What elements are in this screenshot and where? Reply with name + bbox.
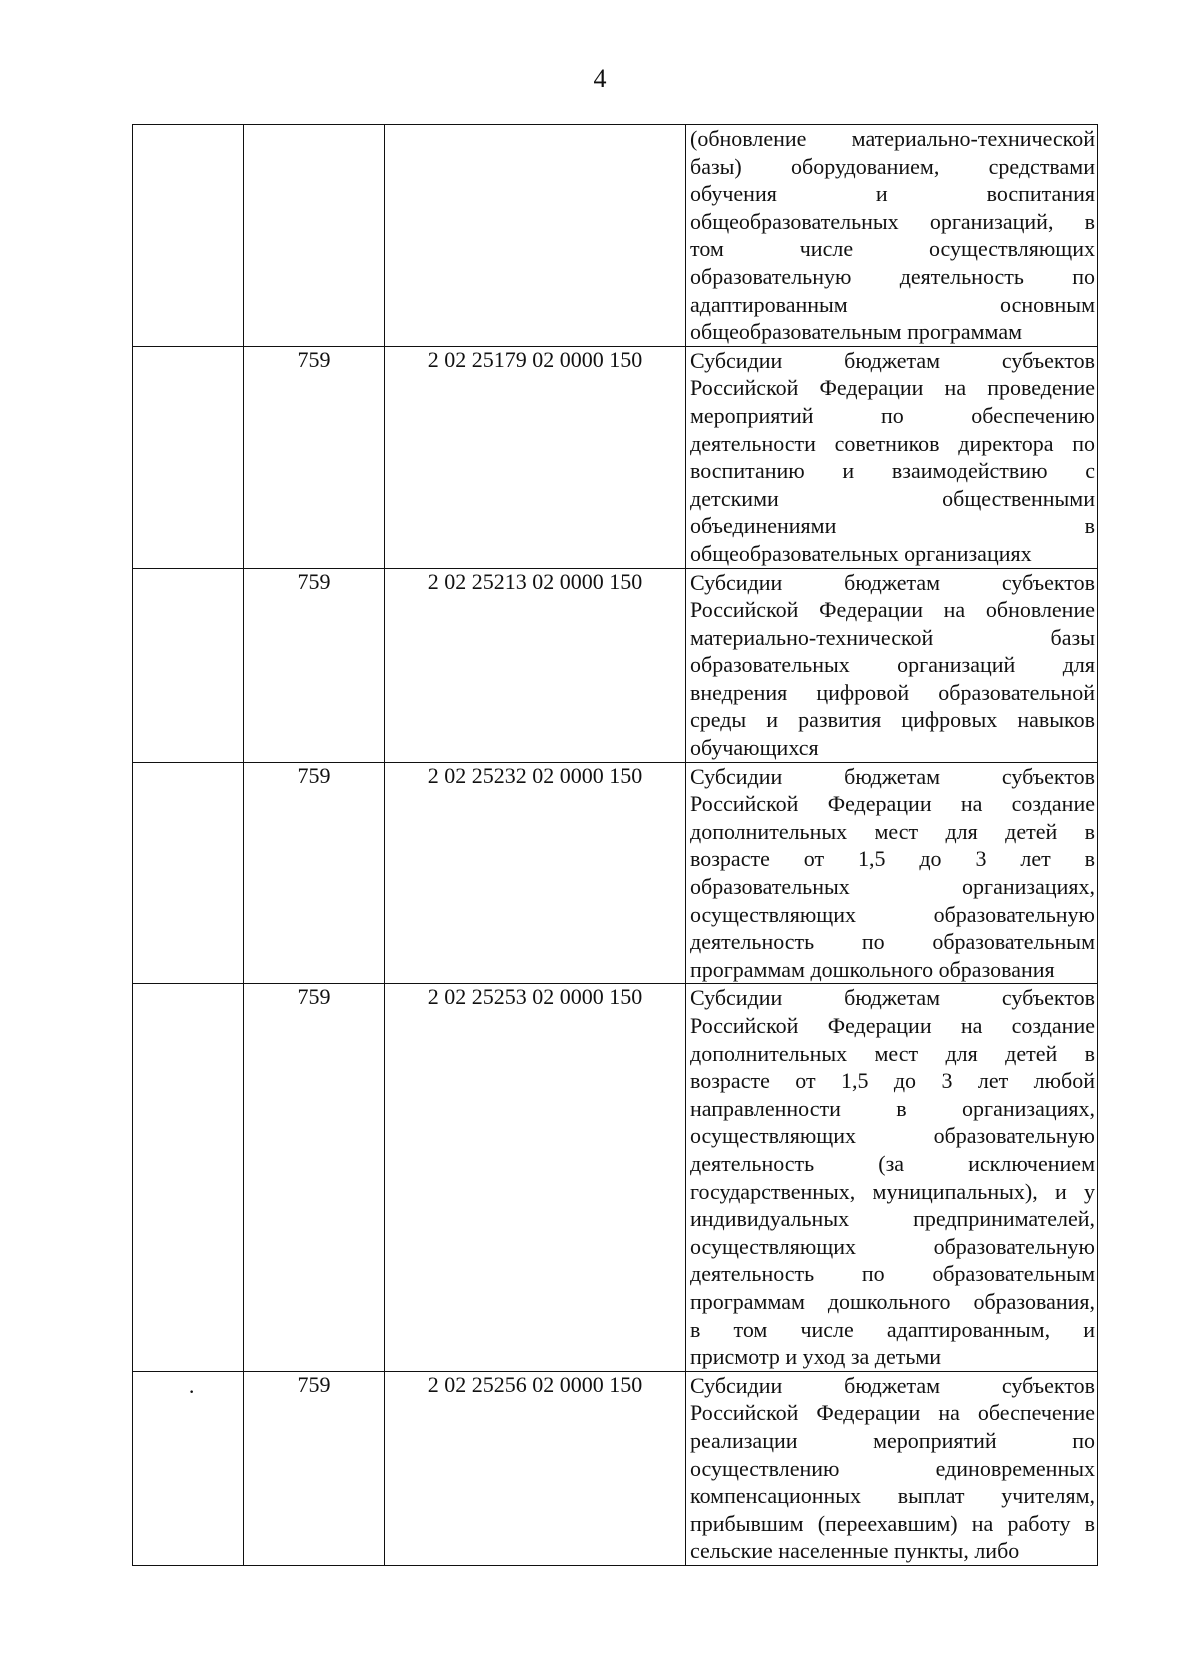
description-cell [686, 346, 1098, 568]
description-text [686, 763, 1097, 984]
budget-code-cell: 2 02 25213 02 0000 150 [385, 568, 686, 762]
description-line: присмотр и уход за детьми [690, 1344, 942, 1370]
budget-code-cell: 2 02 25179 02 0000 150 [385, 346, 686, 568]
description-line: программам дошкольного образования, [690, 1288, 1095, 1314]
description-text [686, 569, 1097, 762]
description-line: базы) оборудованием, средствами [690, 153, 1095, 179]
description-line: объединениями в [690, 513, 1095, 539]
description-line: общеобразовательных организациях [690, 540, 1032, 566]
cell-empty [133, 568, 244, 762]
description-line: деятельность по образовательным [690, 929, 1095, 955]
budget-code-cell: 2 02 25232 02 0000 150 [385, 762, 686, 984]
description-line: адаптированным основным [690, 291, 1095, 317]
description-line: компенсационных выплат учителям, [690, 1483, 1095, 1509]
description-line: воспитанию и взаимодействию с [690, 458, 1095, 484]
table-row [133, 1371, 1098, 1565]
description-cell [686, 1371, 1098, 1565]
budget-code-cell: 2 02 25256 02 0000 150 [385, 1371, 686, 1565]
description-line: реализации мероприятий по [690, 1427, 1095, 1453]
description-line: образовательную деятельность по [690, 263, 1095, 289]
description-line: Субсидии бюджетам субъектов [690, 1372, 1095, 1398]
description-line: детскими общественными [690, 485, 1095, 511]
description-line: Российской Федерации на обновление [690, 597, 1095, 623]
description-line: деятельность по образовательным [690, 1261, 1095, 1287]
admin-code-cell: 759 [244, 1371, 385, 1565]
description-line: возрасте от 1,5 до 3 лет любой [690, 1068, 1095, 1094]
description-line: обучающихся [690, 735, 819, 761]
description-line: дополнительных мест для детей в [690, 818, 1095, 844]
description-line: осуществлению единовременных [690, 1455, 1095, 1481]
description-cell [686, 762, 1098, 984]
table-row [133, 762, 1098, 984]
description-line: осуществляющих образовательную [690, 901, 1095, 927]
description-line: общеобразовательным программам [690, 319, 1023, 345]
description-line: обучения и воспитания [690, 181, 1095, 207]
description-line: Российской Федерации на обеспечение [690, 1400, 1095, 1426]
admin-code-cell: 759 [244, 984, 385, 1371]
description-line: программам дошкольного образования [690, 956, 1055, 982]
description-line: возрасте от 1,5 до 3 лет в [690, 846, 1095, 872]
description-line: Российской Федерации на создание [690, 791, 1095, 817]
description-line: дополнительных мест для детей в [690, 1040, 1095, 1066]
description-line: сельские населенные пункты, либо [690, 1538, 1020, 1564]
table-row [133, 984, 1098, 1371]
admin-code-cell: 759 [244, 568, 385, 762]
table-row [133, 346, 1098, 568]
cell-empty [133, 125, 244, 347]
admin-code-cell [244, 125, 385, 347]
description-line: среды и развития цифровых навыков [690, 707, 1095, 733]
description-cell [686, 568, 1098, 762]
stray-mark: · [188, 1379, 196, 1404]
description-line: (обновление материально-технической [690, 126, 1095, 151]
description-line: мероприятий по обеспечению [690, 402, 1095, 428]
budget-codes-table [132, 124, 1098, 1566]
description-cell [686, 125, 1098, 347]
description-line: в том числе адаптированным, и [690, 1316, 1095, 1342]
description-line: Субсидии бюджетам субъектов [690, 763, 1095, 789]
description-line: Субсидии бюджетам субъектов [690, 347, 1095, 373]
description-line: деятельности советников директора по [690, 430, 1095, 456]
budget-code-cell: 2 02 25253 02 0000 150 [385, 984, 686, 1371]
description-line: Субсидии бюджетам субъектов [690, 569, 1095, 595]
description-line: общеобразовательных организаций, в [690, 208, 1095, 234]
page-number: 4 [593, 64, 607, 93]
description-line: прибывшим (переехавшим) на работу в [690, 1510, 1095, 1536]
description-cell [686, 984, 1098, 1371]
table-row [133, 125, 1098, 347]
cell-empty [133, 984, 244, 1371]
description-line: Российской Федерации на проведение [690, 375, 1095, 401]
description-text [686, 1372, 1097, 1565]
description-line: деятельность (за исключением [690, 1150, 1095, 1176]
description-text [686, 984, 1097, 1370]
description-line: материально-технической базы [690, 624, 1095, 650]
cell-empty [133, 346, 244, 568]
description-line: образовательных организаций для [690, 652, 1095, 678]
description-line: Субсидии бюджетам субъектов [690, 985, 1095, 1011]
cell-empty [133, 762, 244, 984]
description-line: Российской Федерации на создание [690, 1013, 1095, 1038]
description-line: индивидуальных предпринимателей, [690, 1206, 1095, 1232]
description-line: том числе осуществляющих [690, 236, 1095, 262]
admin-code-cell: 759 [244, 346, 385, 568]
budget-code-cell [385, 125, 686, 347]
admin-code-cell: 759 [244, 762, 385, 984]
description-text [686, 347, 1097, 568]
description-line: направленности в организациях, [690, 1095, 1095, 1121]
description-line: осуществляющих образовательную [690, 1233, 1095, 1259]
description-line: осуществляющих образовательную [690, 1123, 1095, 1149]
description-line: государственных, муниципальных), и у [690, 1178, 1095, 1204]
table-row [133, 568, 1098, 762]
description-line: внедрения цифровой образовательной [690, 679, 1095, 705]
description-line: образовательных организациях, [690, 874, 1095, 900]
description-text [686, 125, 1097, 346]
